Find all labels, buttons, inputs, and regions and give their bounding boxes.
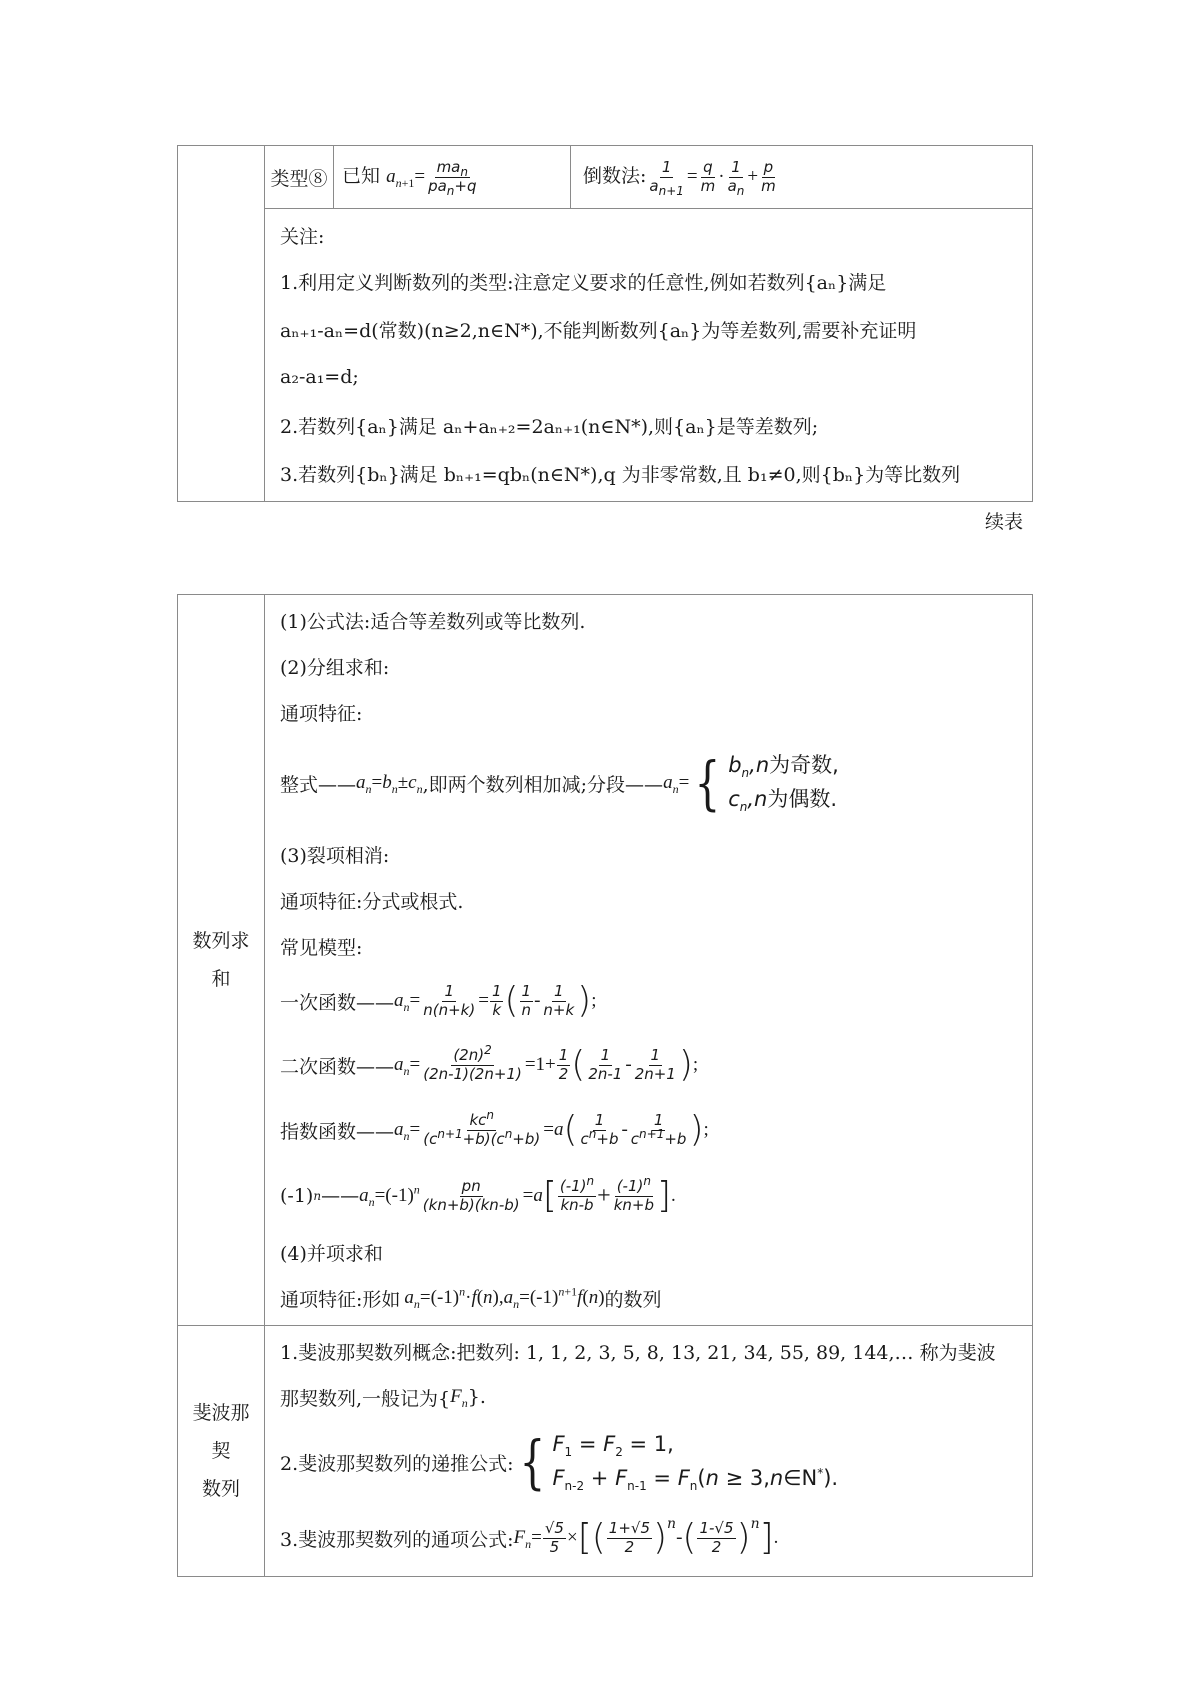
- given-prefix: 已知: [342, 165, 381, 187]
- grouping-feature-label: 通项特征:: [280, 702, 363, 725]
- type-label: 类型⑧: [270, 167, 328, 190]
- continued-label: 续表: [985, 511, 1024, 533]
- given-cell: 已知 $a_{n+1}=$ $\frac{ma_n}{pa_n+q}$: [334, 146, 571, 209]
- method-telescoping: (3)裂项相消:: [280, 844, 390, 867]
- fibonacci-concept-line-2: 那契数列,一般记为{ $F_n$ }.: [280, 1386, 486, 1410]
- fibonacci-header-line-2: 契: [211, 1440, 231, 1462]
- summation-header-line-2: 和: [211, 968, 231, 990]
- fibonacci-content-cell: [265, 1326, 1033, 1577]
- combining-feature: 通项特征:形如 $a_n=(-1)^n\cdot f(n),a_n=(-1)^{n+1}f(n)$ 的数列: [280, 1284, 662, 1311]
- method-cell: 倒数法: $\frac{1}{a_{n+1}}$ = $\frac{q}{m}$ · $\frac{1}{a_n}$ + $\frac{p}{m}$: [571, 146, 1033, 209]
- method-grouping: (2)分组求和:: [280, 656, 390, 679]
- note-2: 2.若数列{aₙ}满足 aₙ+aₙ₊₂=2aₙ₊₁(n∈N*),则{aₙ}是等差数列;: [280, 415, 819, 438]
- summation-content-cell: [265, 595, 1033, 1326]
- model-alternating: (-1) n —— $a_n=(-1)^n$ $\frac{pn}{(kn+b)(kn-b)}$ =a [ $\frac{(-1)^n}{kn-b}$ + $\frac{(-1)^n}{kn+b}$ ] .: [280, 1174, 676, 1216]
- grouping-formula-line: 整式—— $a_n=b_n\pm c_n$ ,即两个数列相加减;分段—— $a_n=$ { $b_n,n$为奇数, $c_n,n$为偶数.: [280, 749, 839, 817]
- model-linear: 一次函数—— $a_n=$ $\frac{1}{n(n+k)}$ = $\frac{1}{k}$ ( $\frac{1}{n}$ - $\frac{1}{n+k}$ ) ;: [280, 980, 597, 1021]
- note-1-line-2: aₙ₊₁-aₙ=d(常数)(n≥2,n∈N*),不能判断数列{aₙ}为等差数列,需要补充证明: [280, 319, 917, 342]
- fibonacci-header-cell: [178, 1326, 265, 1577]
- table-top: [177, 145, 1033, 502]
- fibonacci-concept-line-1: 1.斐波那契数列概念:把数列: 1, 1, 2, 3, 5, 8, 13, 21, 34, 55, 89, 144,… 称为斐波: [280, 1341, 996, 1364]
- note-1-line-1: 1.利用定义判断数列的类型:注意定义要求的任意性,例如若数列{aₙ}满足: [280, 271, 887, 294]
- fibonacci-recurrence: 2.斐波那契数列的递推公式: { $F_1 = F_2 = 1$, $F_{n-2} + F_{n-1} = F_n(n$ ≥ 3,n∈N*).: [280, 1428, 839, 1496]
- table-bottom: [177, 594, 1033, 1577]
- fibonacci-header-line-1: 斐波那: [192, 1402, 250, 1424]
- fibonacci-general-term: 3.斐波那契数列的通项公式: $F_n=$ $\frac{√5}{5}$ × [ ( $\frac{1+√5}{2}$ ) $^n$ - ( $\frac{1-√5}{2}$ ) $^n$ ] .: [280, 1516, 779, 1558]
- method-combining: (4)并项求和: [280, 1242, 383, 1265]
- method-prefix: 倒数法:: [583, 165, 647, 187]
- notes-title: 关注:: [280, 225, 325, 248]
- telescoping-feature: 通项特征:分式或根式.: [280, 890, 464, 913]
- summation-header-cell: [178, 595, 265, 1326]
- notes-cell: [265, 209, 1033, 502]
- recurrence-brace: { $F_1 = F_2 = 1$, $F_{n-2} + F_{n-1} = F_n(n$ ≥ 3,n∈N*).: [519, 1428, 839, 1496]
- method-formula: (1)公式法:适合等差数列或等比数列.: [280, 610, 586, 633]
- model-quadratic: 二次函数—— $a_n=$ $\frac{(2n)^2}{(2n-1)(2n+1)}$ =1+ $\frac{1}{2}$ ( $\frac{1}{2n-1}$ - $\frac{1}{2n+1}$ ) ;: [280, 1043, 699, 1085]
- given-fraction: $\frac{ma_n}{pa_n+q}$: [428, 158, 477, 198]
- piece-even: 为偶数.: [767, 787, 838, 811]
- models-label: 常见模型:: [280, 936, 363, 959]
- piecewise-brace: { $b_n,n$为奇数, $c_n,n$为偶数.: [694, 749, 839, 817]
- table-top-left-cell: [178, 146, 265, 502]
- fibonacci-header-line-3: 数列: [201, 1478, 240, 1500]
- note-1-line-3: a₂-a₁=d;: [280, 366, 359, 388]
- reciprocal-left-fraction: $\frac{1}{a_{n+1}}$: [649, 158, 684, 198]
- type-label-cell: [265, 146, 334, 209]
- model-exponential: 指数函数—— $a_n=$ $\frac{kc^n}{(c^{n+1}+b)(c^n+b)}$ =a ( $\frac{1}{c^n+b}$ - $\frac{1}{c^{n+1}+b}$ ) ;: [280, 1108, 709, 1150]
- piece-odd: 为奇数,: [769, 753, 839, 778]
- note-3: 3.若数列{bₙ}满足 bₙ₊₁=qbₙ(n∈N*),q 为非零常数,且 b₁≠0,则{bₙ}为等比数列: [280, 463, 961, 486]
- summation-header-line-1: 数列求: [192, 930, 250, 952]
